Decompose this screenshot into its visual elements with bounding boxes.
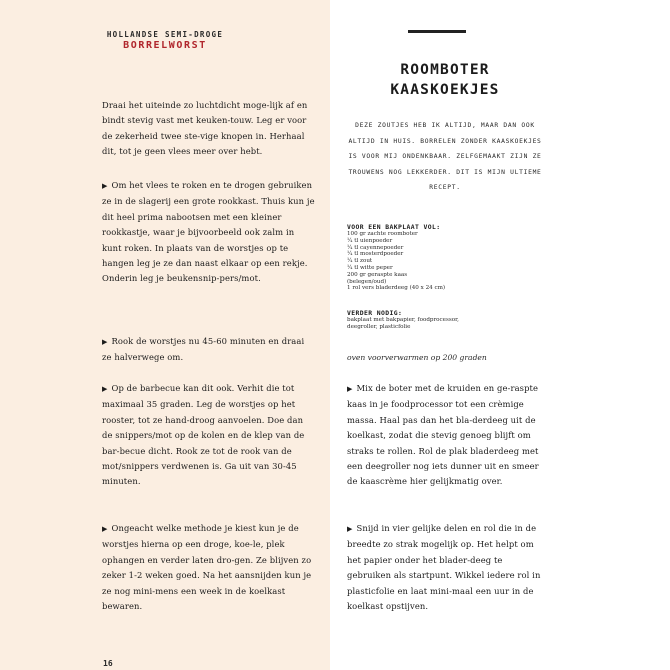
title-rule: [408, 30, 466, 33]
ingredient-item: ¼ tl uienpoeder: [347, 237, 393, 244]
paragraph-5: ▶ Ongeacht welke methode je kiest kun je de worstjes hierna op een droge, koe-le, plek ophangen en verder laten dro-gen. Ze blijven zo zeker 1-2 weken goed. Na het aansnijden kun je ze nog mini-mens een week in de koelkast bewaren.: [102, 523, 312, 612]
needed-item: bakplaat met bakpapier, foodprocessor,: [347, 317, 459, 323]
left-page: [0, 0, 330, 670]
triangle-right-icon: ▶: [102, 182, 108, 190]
ingredient-item: ¼ tl cayennepoeder: [347, 244, 404, 251]
recipe-title-borrelworst: BORRELWORST: [123, 40, 207, 51]
triangle-right-icon: ▶: [102, 525, 108, 533]
oven-note: oven voorverwarmen op 200 graden: [347, 353, 487, 362]
triangle-right-icon: ▶: [347, 385, 353, 393]
triangle-right-icon: ▶: [102, 385, 108, 393]
needed-heading: VERDER NODIG:: [347, 309, 403, 317]
step-2: ▶ Snijd in vier gelijke delen en rol die in de breedte zo strak mogelijk op. Het helpt om het papier onder het blader-deeg te gebruiken als startpunt. Wikkel iedere rol in plasticfolie en laat mini-maal een uur in de koelkast opstijven.: [347, 523, 541, 612]
triangle-right-icon: ▶: [347, 525, 353, 533]
ingredient-item: (belegen/oud): [347, 278, 387, 285]
recipe-title-line-2: KAASKOEKJES: [390, 82, 500, 98]
recipe-title-line-1: ROOMBOTER: [400, 62, 490, 78]
recipe-kicker: HOLLANDSE SEMI-DROGE: [106, 30, 224, 39]
ingredients-list: [347, 231, 507, 292]
ingredient-item: ¼ tl witte peper: [347, 264, 393, 271]
page-number: 16: [103, 659, 113, 668]
ingredient-item: ¼ tl zout: [347, 258, 373, 265]
needed-list: [347, 317, 507, 331]
triangle-right-icon: ▶: [102, 338, 108, 346]
paragraph-2: ▶ Om het vlees te roken en te drogen gebruiken ze in de slagerij een grote rookkast. Thuis kun je dit heel prima nabootsen met een kleiner rookkastje, waar je bijvoorbeeld ook zalm in kunt roken. In plaats van de worstjes op te hangen leg je ze dan naast elkaar op een rekje. Onderin leg je beukensnip-pers/mot.: [102, 180, 315, 284]
paragraph-1: Draai het uiteinde zo luchtdicht moge-lijk af en bindt stevig vast met keuken-touw. Leg er voor de zekerheid twee ste-vige knopen in. Herhaal dit, tot je geen vlees meer over hebt.: [102, 100, 308, 157]
ingredient-item: 200 gr geraspte kaas: [347, 271, 408, 278]
recipe-intro: DEZE ZOUTJES HEB IK ALTIJD, MAAR DAN OOK ALTIJD IN HUIS. BORRELEN ZONDER KAASKOEKJES IS VOOR MIJ ONDENKBAAR. ZELFGEMAAKT ZIJN ZE TROUWENS NOG LEKKERDER. DIT IS MIJN ULTIEME RECEPT.: [348, 122, 542, 192]
needed-item: deegroller, plasticfolie: [347, 323, 411, 330]
ingredient-item: 100 gr zachte roomboter: [347, 231, 418, 237]
ingredient-item: ¼ tl mosterdpoeder: [347, 251, 404, 258]
paragraph-3: ▶ Rook de worstjes nu 45-60 minuten en draai ze halverwege om.: [102, 336, 305, 363]
ingredients-heading: VOOR EEN BAKPLAAT VOL:: [347, 223, 441, 231]
paragraph-4: ▶ Op de barbecue kan dit ook. Verhit die tot maximaal 35 graden. Leg de worstjes op het rooster, tot ze hand-droog aanvoelen. Doe dan de snippers/mot op de kolen en de klep van de bar-becue dicht. Rook ze tot de rook van de mot/snippers verdwenen is. Ga uit van 30-45 minuten.: [102, 383, 305, 487]
ingredient-item: 1 rol vers bladerdeeg (40 x 24 cm): [347, 285, 446, 292]
step-1: ▶ Mix de boter met de kruiden en ge-raspte kaas in je foodprocessor tot een crèmige massa. Haal pas dan het bla-derdeeg uit de koelkast, zodat die stevig genoeg blijft om straks te rollen. Rol de plak bladerdeeg met een deegroller nog iets dunner uit en smeer de kaascrème hier gelijkmatig over.: [347, 383, 539, 487]
